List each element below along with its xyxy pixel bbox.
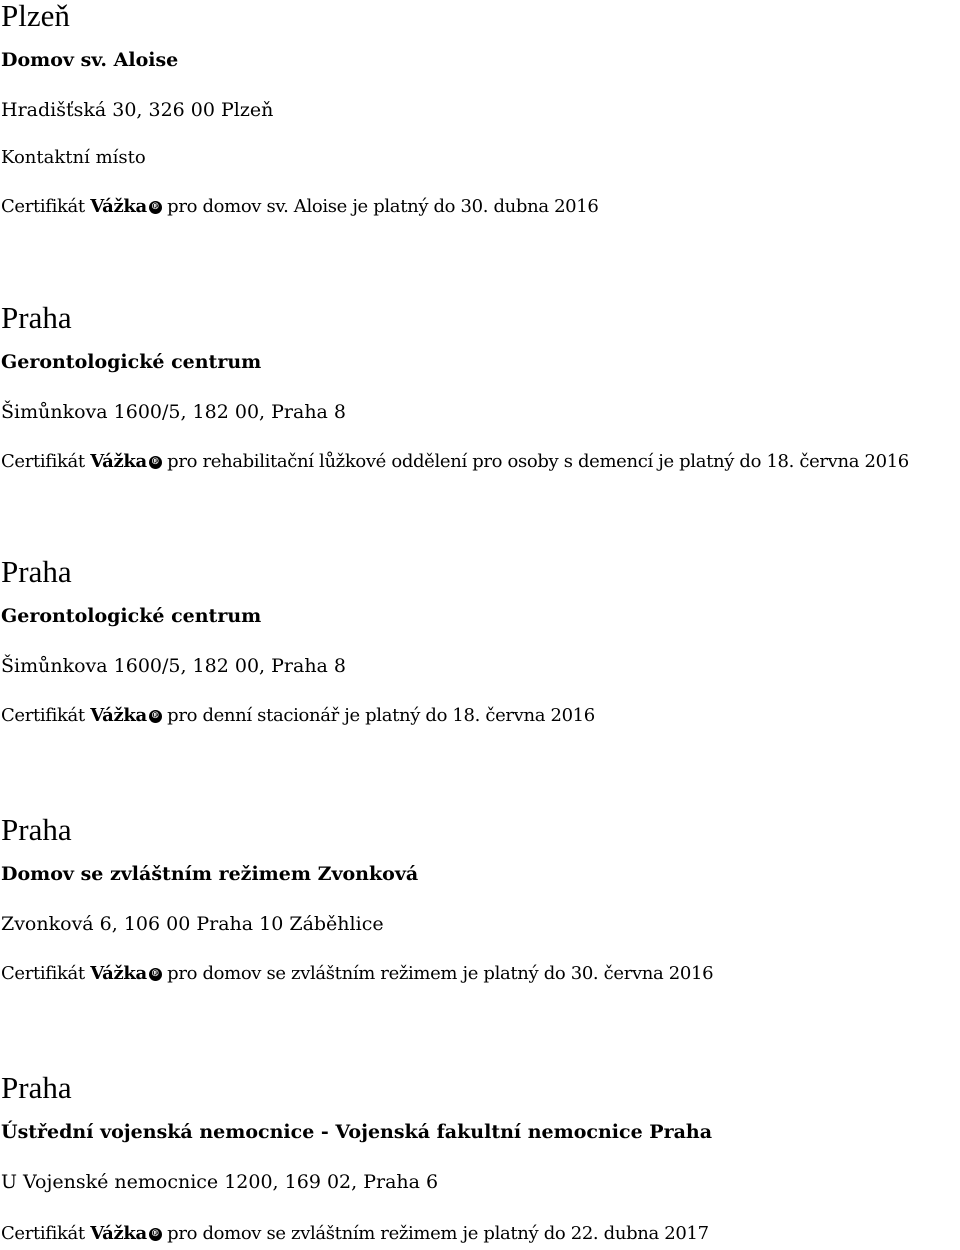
facility-address: Hradišťská 30, 326 00 Plzeň bbox=[1, 99, 274, 121]
certificate-prefix: Certifikát bbox=[1, 196, 85, 217]
city-heading: Praha bbox=[1, 1070, 72, 1105]
certificate-entry bbox=[1, 812, 960, 992]
city-heading: Praha bbox=[1, 812, 72, 847]
certificate-prefix: Certifikát bbox=[1, 963, 85, 984]
city-heading: Plzeň bbox=[1, 0, 70, 33]
facility-address: U Vojenské nemocnice 1200, 169 02, Praha 6 bbox=[1, 1171, 439, 1193]
certificate-description: pro domov se zvláštním režimem je platný do 22. dubna 2017 bbox=[167, 1223, 709, 1244]
registered-trademark-icon: ® bbox=[150, 457, 160, 467]
certificate-entry bbox=[1, 554, 960, 734]
certificate-entry bbox=[1, 300, 960, 480]
certificate-entry bbox=[1, 1070, 960, 1250]
facility-address: Šimůnkova 1600/5, 182 00, Praha 8 bbox=[1, 655, 347, 677]
registered-trademark-icon: ® bbox=[150, 711, 160, 721]
registered-trademark-icon: ® bbox=[150, 202, 160, 212]
facility-name: Ústřední vojenská nemocnice - Vojenská fakultní nemocnice Praha bbox=[1, 1121, 713, 1143]
certificate-prefix: Certifikát bbox=[1, 1223, 85, 1244]
certificate-description: pro domov se zvláštním režimem je platný do 30. června 2016 bbox=[167, 963, 714, 984]
facility-name: Domov se zvláštním režimem Zvonková bbox=[1, 863, 419, 885]
city-heading: Praha bbox=[1, 300, 72, 335]
certificate-prefix: Certifikát bbox=[1, 705, 85, 726]
registered-trademark-icon: ® bbox=[150, 1229, 160, 1239]
certificate-brand: Vážka bbox=[90, 963, 147, 984]
city-heading: Praha bbox=[1, 554, 72, 589]
certificate-entry bbox=[1, 0, 960, 228]
facility-address: Šimůnkova 1600/5, 182 00, Praha 8 bbox=[1, 401, 347, 423]
certificate-brand: Vážka bbox=[90, 1223, 147, 1244]
certificate-description: pro rehabilitační lůžkové oddělení pro osoby s demencí je platný do 18. června 2016 bbox=[167, 451, 909, 472]
certificate-text bbox=[1, 195, 598, 219]
certificate-brand: Vážka bbox=[90, 451, 147, 472]
certificate-description: pro domov sv. Aloise je platný do 30. dubna 2016 bbox=[167, 196, 599, 217]
contact-label: Kontaktní místo bbox=[1, 147, 146, 168]
certificate-prefix: Certifikát bbox=[1, 451, 85, 472]
certificate-description: pro denní stacionář je platný do 18. června 2016 bbox=[167, 705, 595, 726]
facility-name: Gerontologické centrum bbox=[1, 605, 262, 627]
facility-address: Zvonková 6, 106 00 Praha 10 Záběhlice bbox=[1, 913, 384, 935]
certificate-text bbox=[1, 450, 909, 474]
certificate-text bbox=[1, 962, 713, 986]
certificate-brand: Vážka bbox=[90, 705, 147, 726]
certificate-brand: Vážka bbox=[90, 196, 147, 217]
certificate-text bbox=[1, 1222, 709, 1246]
certificate-text bbox=[1, 704, 595, 728]
facility-name: Domov sv. Aloise bbox=[1, 49, 179, 71]
registered-trademark-icon: ® bbox=[150, 969, 160, 979]
facility-name: Gerontologické centrum bbox=[1, 351, 262, 373]
